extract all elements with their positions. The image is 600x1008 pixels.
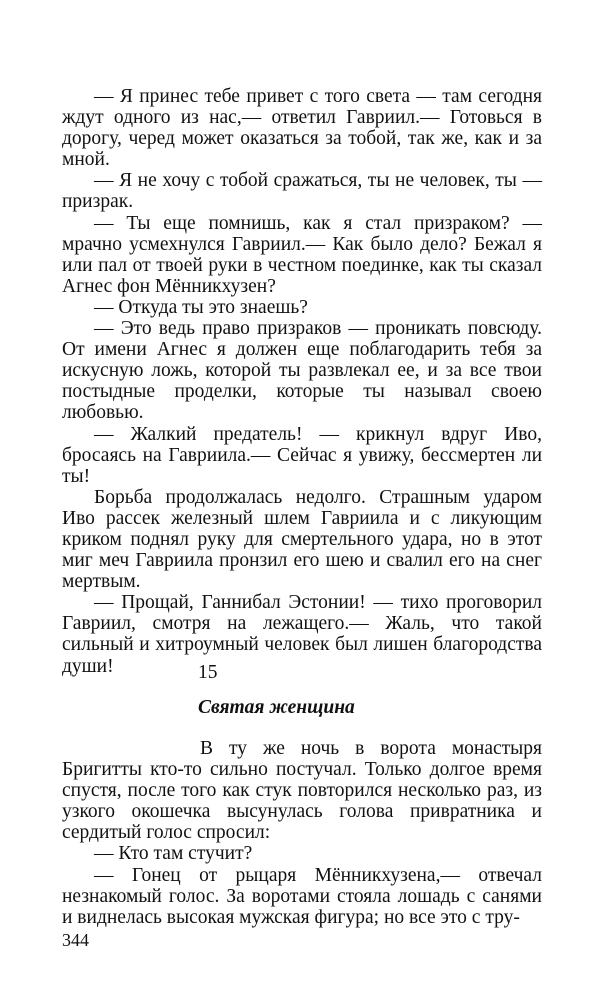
paragraph-how-do-you-know: — Откуда ты это знаешь? <box>94 296 308 318</box>
paragraph-who-is-knocking: — Кто там стучит? <box>94 843 253 865</box>
paragraph-how-i-became-ghost: — Ты еще помнишь, как я стал призраком? — мрачно усмехнулся Гавриил.— Как было дело? Бежал я или пал от твоей руки в честном поединке, как ты сказал Агнес фон Мённикхузен? <box>62 212 542 297</box>
main-text-bottom <box>62 738 542 928</box>
paragraph-messenger: — Гонец от рыцаря Мённикхузена,— отвечал незнакомый голос. За воротами стояла лошадь с санями и виднелась высокая мужская фигура; но все это с тру- <box>62 864 542 928</box>
chapter-title: Святая женщина <box>198 697 355 718</box>
page-number: 344 <box>62 930 89 950</box>
paragraph-pitiful-traitor: — Жалкий предатель! — крикнул вдруг Иво, бросаясь на Гавриила.— Сейчас я увижу, бессмертен ли ты! <box>62 423 542 487</box>
paragraph-farewell-hannibal: — Прощай, Ганнибал Эстонии! — тихо проговорил Гавриил, смотря на лежащего.— Жаль, что такой сильный и хитроумный человек был лишен благородства души! <box>62 592 542 677</box>
paragraph-greeting-from-beyond: — Я принес тебе привет с того света — там сегодня ждут одного из нас,— ответил Гавриил.— Готовься в дорогу, черед может оказаться за тобой, так же, как и за мной. <box>62 86 542 171</box>
paragraph-knock-at-gate: В ту же ночь в ворота монастыря Бригитты кто-то сильно постучал. Только долгое время спустя, после того как стук повторился несколько раз, из узкого окошечка высунулась голова привратника и сердитый голос спросил: <box>62 738 542 844</box>
paragraph-right-of-ghosts: — Это ведь право призраков — проникать повсюду. От имени Агнес я должен еще поблагодарить тебя за искусную ложь, которой ты развлекал ее, и за все твои постыдные проделки, которые ты называл своею любовью. <box>62 318 542 424</box>
paragraph-the-fight: Борьба продолжалась недолго. Страшным ударом Иво рассек железный шлем Гавриила и с ликующим криком поднял руку для смертельного удара, но в этот миг меч Гавриила пронзил его шею и свалил его на снег мертвым. <box>62 486 542 593</box>
paragraph-refusal-to-fight: — Я не хочу с тобой сражаться, ты не человек, ты — призрак. <box>62 170 542 213</box>
main-text-top <box>62 86 542 677</box>
chapter-number: 15 <box>198 662 218 683</box>
